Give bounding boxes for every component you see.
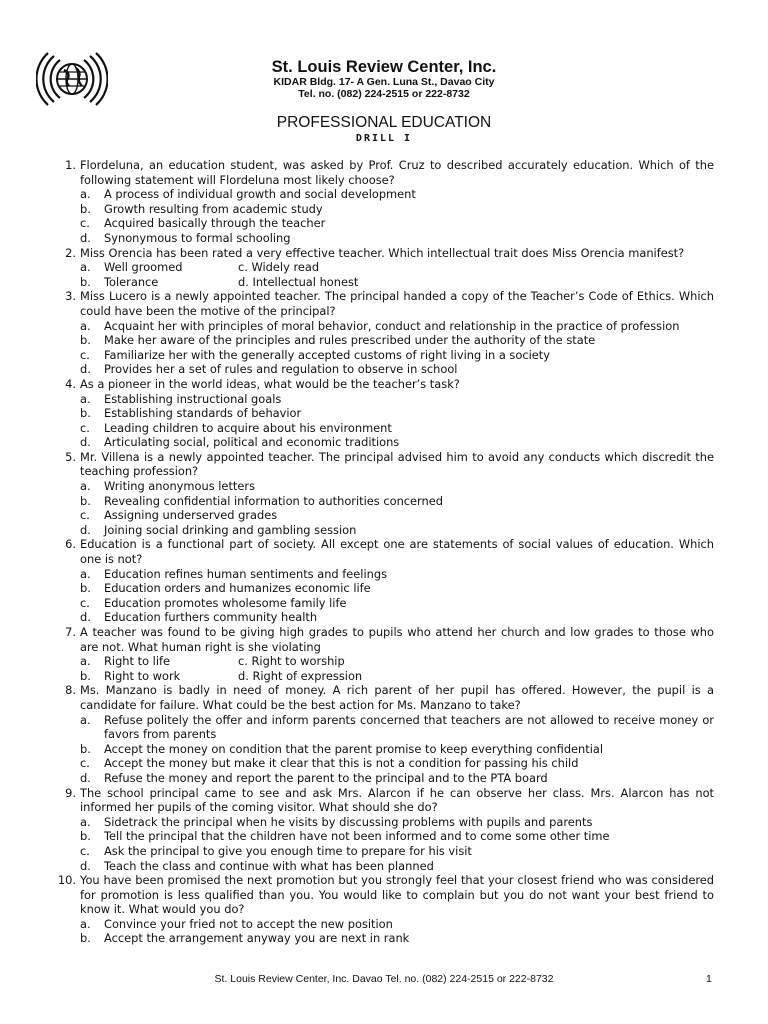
option-letter: b. [80,333,91,348]
option-letter: d. [80,610,91,625]
option-item [80,348,714,363]
option-letter: a. [80,814,91,829]
option-item [80,319,714,334]
question-item [54,873,714,946]
option-text: Education furthers community health [104,610,318,625]
question-stem [54,289,714,318]
option-row [80,260,714,275]
option-item [80,333,714,348]
option-letter: a. [80,187,91,202]
option-text: Provides her a set of rules and regulation to observe in school [104,362,458,377]
option-letter: b. [80,406,91,421]
option-letter: c. [80,508,90,523]
option-item [80,508,714,523]
option-list [80,567,714,625]
option-letter: c. [80,216,90,231]
option-text: Convince your fried not to accept the new position [104,916,393,931]
option-letter: a. [80,479,91,494]
option-letter: c. [80,420,90,435]
option-item [80,494,714,509]
page-number: 1 [706,973,712,985]
option-item [80,829,714,844]
option-text: Teach the class and continue with what has been planned [104,858,434,873]
option-text: Ask the principal to give you enough time to prepare for his visit [104,843,472,858]
option-item [80,392,714,407]
question-text: You have been promised the next promotion but you strongly feel that your closest friend who was considered for promotion is less qualified than you. You would like to complain but you do not want your best friend to know it. What would you do? [80,873,714,917]
option-text: d. Intellectual honest [238,274,359,289]
option-letter: c. [80,595,90,610]
option-letter: a. [80,391,91,406]
option-text: Articulating social, political and economic traditions [104,435,400,450]
option-text: Well groomed [104,260,183,275]
option-item [80,756,714,771]
question-stem [54,450,714,479]
option-text: Synonymous to formal schooling [104,230,291,245]
option-text: Familiarize her with the generally accepted customs of right living in a society [104,347,550,362]
question-number: 3. [65,289,76,304]
option-text: A process of individual growth and social development [104,187,416,202]
option-text: Education orders and humanizes economic life [104,581,371,596]
option-item [80,202,714,217]
question-text: Education is a functional part of society. All except one are statements of social values of education. Which one is not? [80,537,714,567]
option-list [80,917,714,946]
option-list [80,815,714,873]
option-item [80,713,714,742]
option-list [80,319,714,377]
option-item [80,742,714,757]
option-list [80,392,714,450]
question-item [54,246,714,290]
option-text: d. Right of expression [238,668,363,683]
option-list [80,260,714,289]
option-text: Make her aware of the principles and rules prescribed under the authority of the state [104,333,596,348]
option-letter: a. [80,318,91,333]
question-item [54,158,714,246]
question-item [54,786,714,874]
option-text: c. Widely read [238,260,320,275]
question-item [54,450,714,538]
option-letter: b. [80,274,91,289]
option-letter: d. [80,435,91,450]
option-letter: a. [80,712,91,727]
question-stem [54,873,714,917]
option-text: Accept the arrangement anyway you are next in rank [104,931,410,946]
question-number: 4. [65,376,76,391]
option-letter: b. [80,493,91,508]
question-stem [54,786,714,815]
question-item [54,289,714,377]
option-item [80,596,714,611]
institution-name: St. Louis Review Center, Inc. [271,58,497,76]
option-letter: d. [80,770,91,785]
option-text: Right to life [104,654,171,669]
option-item [80,362,714,377]
option-row [80,654,714,669]
option-item [80,917,714,932]
option-item [80,859,714,874]
document-subtitle: DRILL I [355,133,413,144]
question-text: Miss Orencia has been rated a very effective teacher. Which intellectual trait does Miss Orencia manifest? [80,245,685,260]
question-stem [54,158,714,187]
option-letter: b. [80,741,91,756]
question-number: 1. [65,158,76,172]
question-stem [54,377,714,392]
option-text: Sidetrack the principal when he visits by discussing problems with pupils and parents [104,814,593,829]
option-text: Accept the money on condition that the parent promise to keep everything confidential [104,741,604,756]
question-text: Miss Lucero is a newly appointed teacher. The principal handed a copy of the Teacher’s Code of Ethics. Which could have been the motive of the principal? [80,289,714,318]
option-item [80,216,714,231]
option-item [80,435,714,450]
option-letter: b. [80,931,91,946]
option-text: Acquired basically through the teacher [104,216,326,231]
question-item [54,625,714,683]
option-text: Refuse the money and report the parent to the principal and to the PTA board [104,770,548,785]
option-text: Joining social drinking and gambling session [104,522,357,537]
option-item [80,567,714,582]
question-number: 8. [65,683,76,698]
option-text: Refuse politely the offer and inform parents concerned that teachers are not allowed to receive money or favors from parents [104,712,714,742]
option-letter: c. [80,756,90,771]
option-item [80,479,714,494]
option-letter: b. [80,668,91,683]
option-text: Tell the principal that the children have not been informed and to come some other time [104,829,610,844]
option-list [80,713,714,786]
option-text: Acquaint her with principles of moral behavior, conduct and relationship in the practice of profession [104,318,680,333]
option-item [80,523,714,538]
question-text: Ms. Manzano is badly in need of money. A rich parent of her pupil has offered. However, the pupil is a candidate for failure. What could be the best action for Ms. Manzano to take? [80,683,714,712]
option-letter: a. [80,566,91,581]
option-row [80,275,714,290]
question-item [54,683,714,785]
option-text: Leading children to acquire about his environment [104,420,392,435]
option-item [80,844,714,859]
option-letter: a. [80,916,91,931]
page-footer: St. Louis Review Center, Inc. Davao Tel. no. (082) 224-2515 or 222-8732 [214,973,554,985]
option-letter: a. [80,654,91,669]
question-text: The school principal came to see and ask Mrs. Alarcon if he can observe her class. Mrs. Alarcon has not informed her pupils of the coming visitor. What should she do? [80,785,714,815]
option-letter: c. [80,843,90,858]
question-item [54,377,714,450]
option-letter: d. [80,230,91,245]
option-text: Growth resulting from academic study [104,201,323,216]
option-list [80,187,714,245]
question-stem [54,625,714,654]
option-text: Writing anonymous letters [104,479,255,494]
option-letter: b. [80,201,91,216]
option-letter: b. [80,581,91,596]
option-text: Establishing standards of behavior [104,406,302,421]
option-text: Assigning underserved grades [104,508,278,523]
institution-address: KIDAR Bldg. 17- A Gen. Luna St., Davao City [273,76,495,88]
option-item [80,581,714,596]
question-number: 6. [65,537,76,552]
option-letter: d. [80,362,91,377]
question-number: 5. [65,449,76,464]
option-letter: d. [80,522,91,537]
question-number: 2. [65,245,76,260]
option-item [80,406,714,421]
option-text: Education refines human sentiments and feelings [104,566,388,581]
option-letter: b. [80,829,91,844]
option-item [80,771,714,786]
option-text: Tolerance [104,274,159,289]
option-text: Right to work [104,668,181,683]
option-row [80,669,714,684]
question-number: 7. [65,625,76,639]
question-number: 10. [57,873,76,888]
option-text: Accept the money but make it clear that this is not a condition for passing his child [104,756,579,771]
option-item [80,931,714,946]
option-text: Establishing instructional goals [104,391,282,406]
option-item [80,610,714,625]
question-text: Flordeluna, an education student, was asked by Prof. Cruz to described accurately education. Which of the following statement will Flordeluna most likely choose? [80,158,714,187]
question-number: 9. [65,785,76,800]
question-list [54,158,714,946]
question-stem [54,537,714,566]
option-item [80,421,714,436]
option-text: Education promotes wholesome family life [104,595,347,610]
option-letter: d. [80,858,91,873]
option-letter: a. [80,260,91,275]
option-list [80,654,714,683]
question-stem [54,246,714,261]
institution-phone: Tel. no. (082) 224-2515 or 222-8732 [298,88,470,100]
question-text: As a pioneer in the world ideas, what would be the teacher’s task? [80,376,460,391]
option-text: Revealing confidential information to authorities concerned [104,493,443,508]
question-text: Mr. Villena is a newly appointed teacher. The principal advised him to avoid any conducts which discredit the teaching profession? [80,449,714,479]
option-item [80,815,714,830]
document-title: PROFESSIONAL EDUCATION [276,114,492,131]
question-text: A teacher was found to be giving high grades to pupils who attend her church and low grades to those who are not. What human right is she violating [80,625,714,654]
question-stem [54,683,714,712]
option-item [80,231,714,246]
option-letter: c. [80,347,90,362]
option-text: c. Right to worship [238,654,345,669]
option-item [80,187,714,202]
option-list [80,479,714,537]
question-item [54,537,714,625]
